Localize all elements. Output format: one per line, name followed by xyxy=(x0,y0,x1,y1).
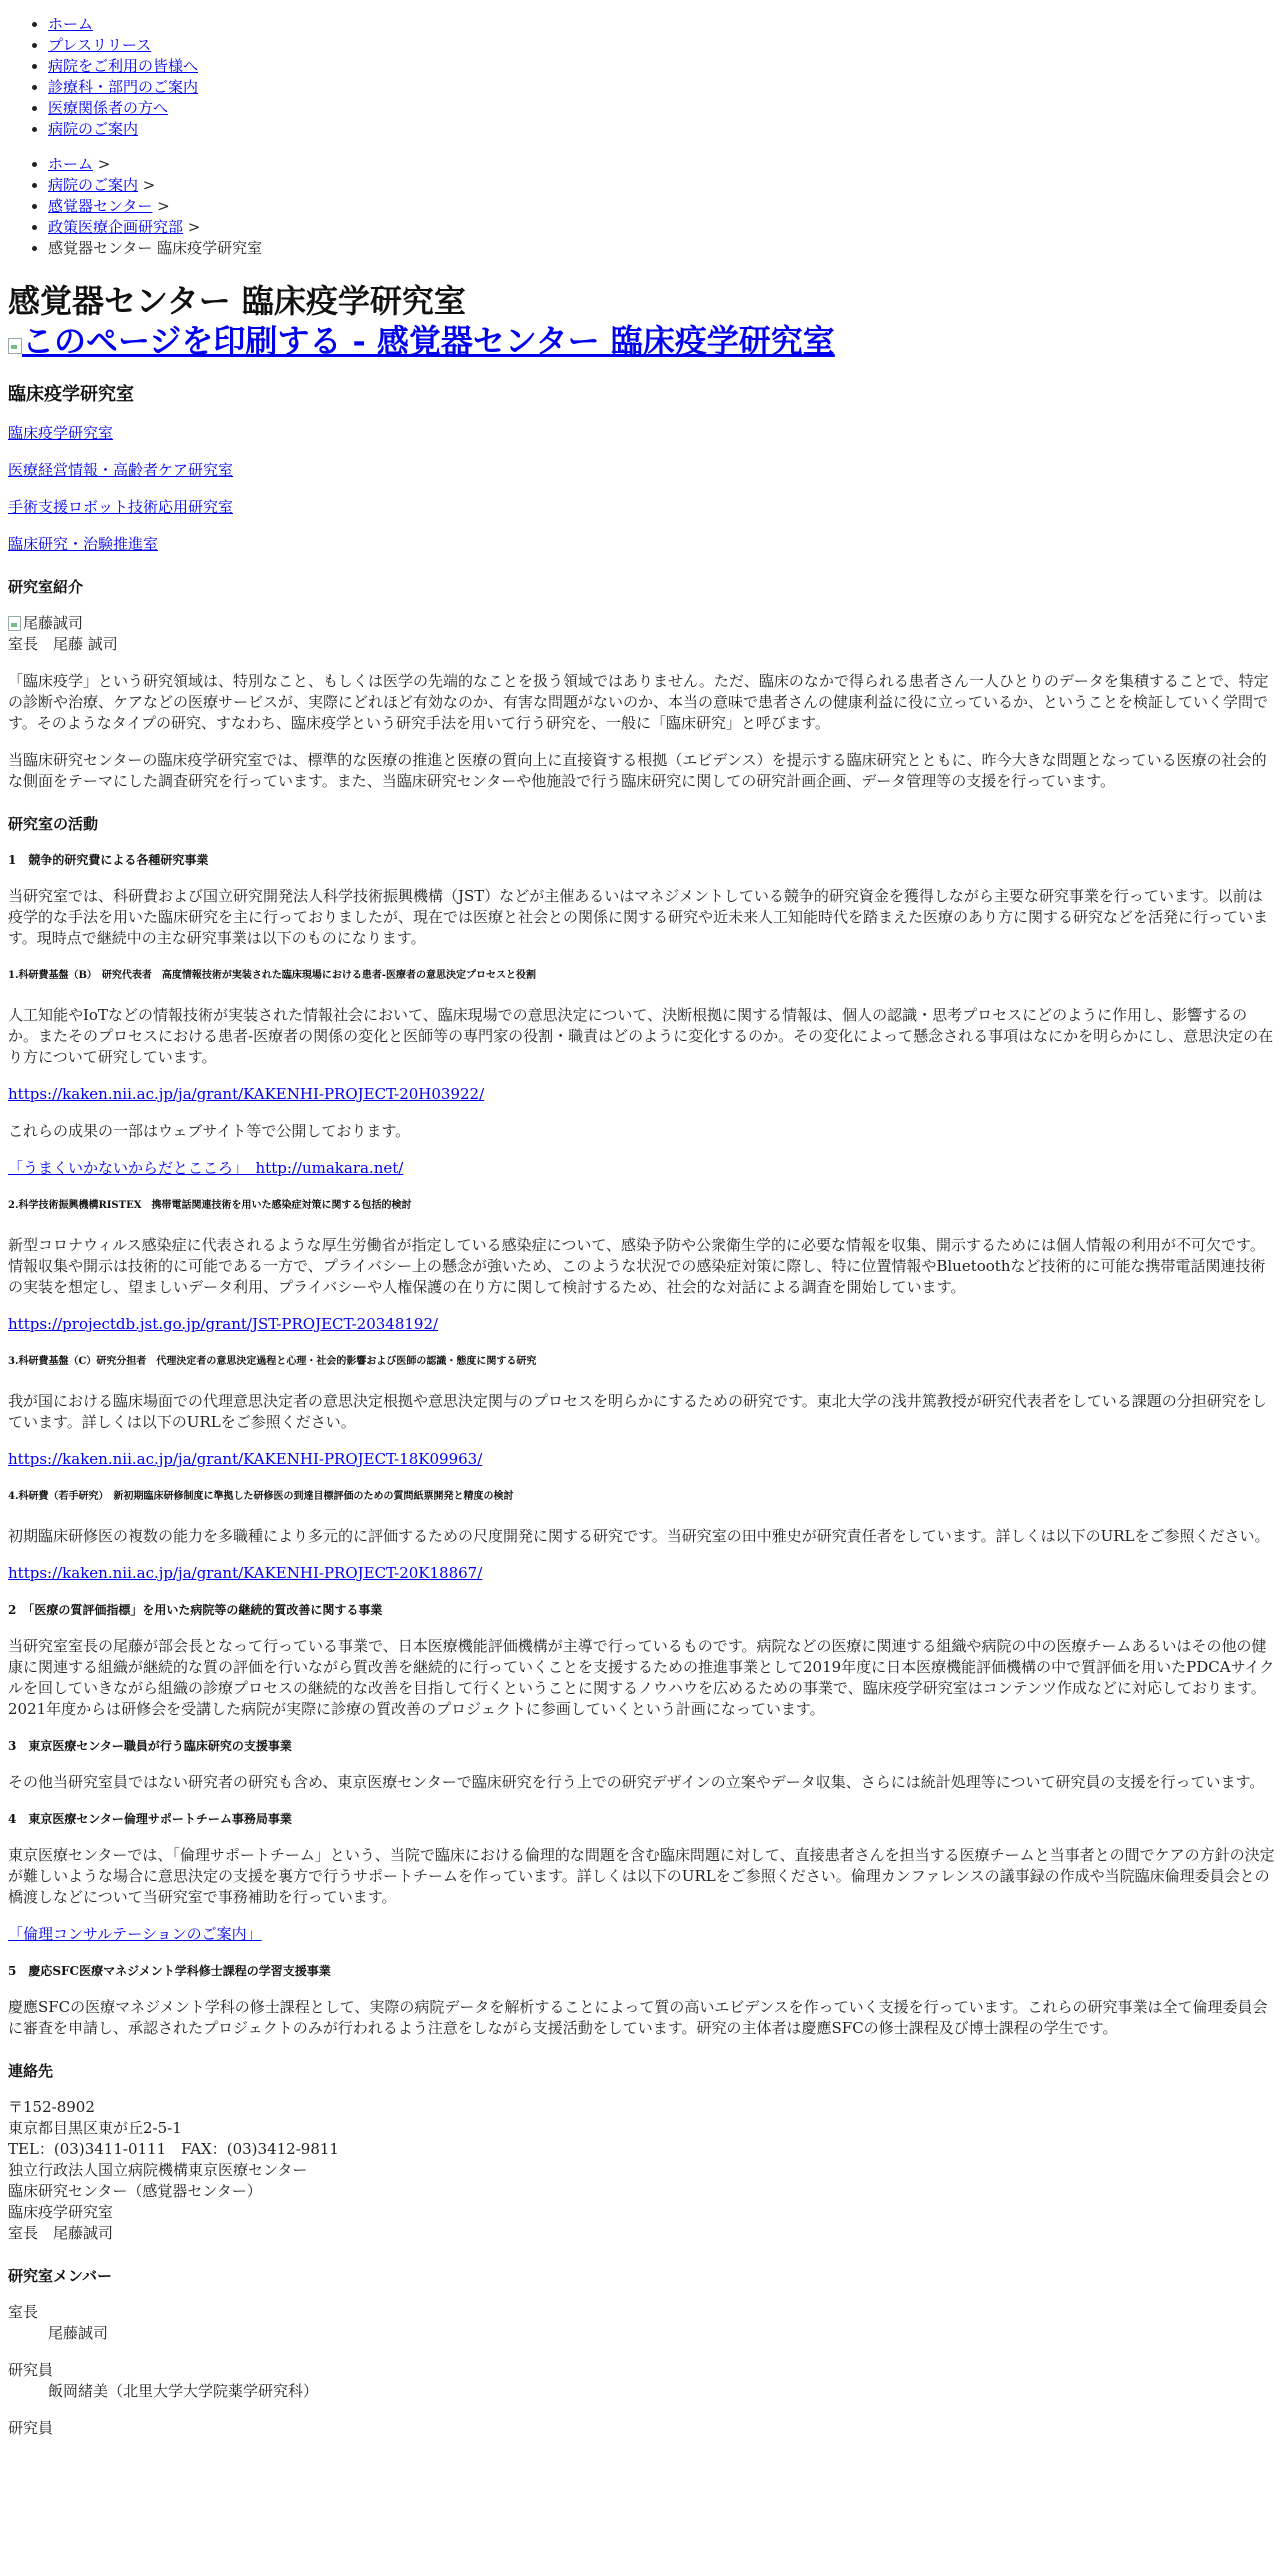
page-title: 感覚器センター 臨床疫学研究室 xyxy=(8,282,466,320)
activity-text-4: 東京医療センターでは、「倫理サポートチーム」という、当院で臨床における倫理的な問題を含む臨床問題に対して、直接患者さんを担当する医療チームと当事者との間でケアの方針の決定が難しいような場合に意思決定の支援を裏方で行うサポートチームを作っています。詳しくは以下のURLをご参照ください。倫理カンファレンスの議事録の作成や当院臨床倫理委員会との橋渡しなどについて当研究室で事務補助を行っています。 xyxy=(8,1846,1275,1906)
nav-item-departments xyxy=(48,77,1276,98)
member-role: 研究員 xyxy=(8,2419,54,2437)
grant-url-row-2 xyxy=(8,1314,1276,1335)
profile-photo xyxy=(8,613,1276,634)
grant-note-1: これらの成果の一部はウェブサイト等で公開しております。 xyxy=(8,1122,411,1140)
contact-postal-code: 〒152-8902 xyxy=(8,2098,95,2116)
activity-heading-2: 2 「医療の質評価指標」を用いた病院等の継続的質改善に関する事業 xyxy=(8,1603,383,1617)
breadcrumb-separator: > xyxy=(93,155,111,173)
profile-photo-alt: 尾藤誠司 xyxy=(23,614,84,632)
grant-title-3: 3.科研費基盤（C）研究分担者 代理決定者の意思決定過程と心理・社会的影響および医師の認識・態度に関する研究 xyxy=(8,1356,537,1367)
nav-link-press[interactable]: プレスリリース xyxy=(48,36,152,54)
member-role: 研究員 xyxy=(8,2361,54,2379)
global-nav xyxy=(8,14,1276,140)
sub-link-robot[interactable]: 手術支援ロボット技術応用研究室 xyxy=(8,498,234,516)
member-name: 飯岡緒美（北里大学大学院薬学研究科） xyxy=(48,2382,319,2400)
grant-url-row-3 xyxy=(8,1449,1276,1470)
activities-heading: 研究室の活動 xyxy=(8,815,99,833)
ethics-consultation-link[interactable]: 「倫理コンサルテーションのご案内」 xyxy=(8,1925,262,1943)
intro-paragraph: 当臨床研究センターの臨床疫学研究室では、標準的な医療の推進と医療の質向上に直接資する根拠（エビデンス）を提示する臨床研究とともに、昨今大きな問題となっている医療の社会的な側面をテーマにした調査研究を行っています。また、当臨床研究センターや他施設で行う臨床研究に関しての研究計画企画、データ管理等の支援を行っています。 xyxy=(8,751,1267,790)
breadcrumb-separator: > xyxy=(138,176,156,194)
breadcrumb-item xyxy=(48,217,1276,238)
nav-link-hospital[interactable]: 病院のご案内 xyxy=(48,120,139,138)
breadcrumb-separator: > xyxy=(152,197,170,215)
profile xyxy=(8,613,1276,655)
site-link-row xyxy=(8,1158,1276,1179)
activity-text-5: 慶應SFCの医療マネジメント学科の修士課程として、実際の病院データを解析することによって質の高いエビデンスを作っていく支援を行っています。これらの研究事業は全て倫理委員会に審査を申請し、承認されたプロジェクトのみが行われるよう注意をしながら支援活動をしています。研究の主体者は慶應SFCの修士課程及び博士課程の学生です。 xyxy=(8,1998,1268,2037)
nav-item-patients xyxy=(48,56,1276,77)
activity-text-3: その他当研究室員ではない研究者の研究も含め、東京医療センターで臨床研究を行う上での研究デザインの立案やデータ収集、さらには統計処理等について研究員の支援を行っています。 xyxy=(8,1773,1265,1791)
members-heading: 研究室メンバー xyxy=(8,2267,112,2285)
breadcrumb-link-policy[interactable]: 政策医療企画研究部 xyxy=(48,218,184,236)
member-role: 室長 xyxy=(8,2303,39,2321)
grant-text-3: 我が国における臨床場面での代理意思決定者の意思決定根拠や意思決定関与のプロセスを明らかにするための研究です。東北大学の浅井篤教授が研究代表者をしている課題の分担研究をしています。詳しくは以下のURLをご参照ください。 xyxy=(8,1392,1267,1431)
sub-link-item xyxy=(8,497,1276,518)
print-link-wrapper xyxy=(8,321,1276,361)
contact-address: 東京都目黒区東が丘2-5-1 xyxy=(8,2119,182,2137)
nav-link-medical[interactable]: 医療関係者の方へ xyxy=(48,99,169,117)
photo-icon xyxy=(8,616,21,631)
breadcrumb-link-hospital[interactable]: 病院のご案内 xyxy=(48,176,139,194)
grant-title-4: 4.科研費（若手研究） 新初期臨床研修制度に準拠した研修医の到達目標評価のための質問紙票開発と精度の検討 xyxy=(8,1491,514,1502)
print-page-label: このページを印刷する - 感覚器センター 臨床疫学研究室 xyxy=(22,322,835,360)
grant-title-2: 2.科学技術振興機構RISTEX 携帯電話関連技術を用いた感染症対策に関する包括的検討 xyxy=(8,1200,412,1211)
breadcrumb xyxy=(8,154,1276,259)
intro-paragraph: 「臨床疫学」という研究領域は、特別なこと、もしくは医学の先端的なことを扱う領域ではありません。ただ、臨床のなかで得られる患者さん一人ひとりのデータを集積することで、特定の診断や治療、ケアなどの医療サービスが、実際にどれほど有効なのか、有害な問題がないのか、本当の意味で患者さんの健康利益に役に立っているか、ということを検証していく学問です。そのようなタイプの研究、すなわち、臨床疫学という研究手法を用いて行う研究を、一般に「臨床研究」と呼びます。 xyxy=(8,672,1269,732)
umakara-site-link[interactable]: 「うまくいかないからだとこころ」 http://umakara.net/ xyxy=(8,1159,404,1177)
breadcrumb-current: • 感覚器センター 臨床疫学研究室 xyxy=(48,238,1276,259)
grant-text-1: 人工知能やIoTなどの情報技術が実装された情報社会において、臨床現場での意思決定について、決断根拠に関する情報は、個人の認識・思考プロセスにどのように作用し、影響するのか。またそのプロセスにおける患者-医療者の関係の変化と医師等の専門家の役割・職責はどのように変化するのか。その変化によって懸念される事項はなにかを明らかにし、意思決定の在り方について研究しています。 xyxy=(8,1006,1274,1066)
breadcrumb-item xyxy=(48,175,1276,196)
contact-lab: 臨床疫学研究室 xyxy=(8,2203,114,2221)
nav-item-press xyxy=(48,35,1276,56)
section-heading: 臨床疫学研究室 xyxy=(8,384,134,405)
activity-heading-5: 5 慶応SFC医療マネジメント学科修士課程の学習支援事業 xyxy=(8,1964,331,1978)
breadcrumb-link-home[interactable]: ホーム xyxy=(48,155,94,173)
print-icon xyxy=(8,338,22,354)
activity-heading-1: 1 競争的研究費による各種研究事業 xyxy=(8,853,209,867)
activity-heading-3: 3 東京医療センター職員が行う臨床研究の支援事業 xyxy=(8,1739,292,1753)
contact-organization: 独立行政法人国立病院機構東京医療センター xyxy=(8,2161,308,2179)
sub-link-item xyxy=(8,423,1276,444)
sub-link-management-care[interactable]: 医療経営情報・高齢者ケア研究室 xyxy=(8,461,234,479)
members-list xyxy=(8,2302,1276,2439)
activity-heading-4: 4 東京医療センター倫理サポートチーム事務局事業 xyxy=(8,1812,292,1826)
activity-text-2: 当研究室室長の尾藤が部会長となって行っている事業で、日本医療機能評価機構が主導で行っているものです。病院などの医療に関連する組織や病院の中の医療チームあるいはその他の健康に関連する組織が継続的な質の評価を行いながら質改善を継続的に行っていくことを支援するための推進事業として2019年度に日本医療機能評価機構の中で質評価を用いたPDCAサイクルを回していきながら組織の診療プロセスの継続的な改善を目指して行くということに関するノウハウを広めるための事業で、臨床疫学研究室はコンテンツ作成などに対応しております。2021年度からは研修会を受講した病院が実際に診療の質改善のプロジェクトに参画していくという計画になっています。 xyxy=(8,1637,1275,1718)
contact-center: 臨床研究センター（感覚器センター） xyxy=(8,2182,262,2200)
contact-chief: 室長 尾藤誠司 xyxy=(8,2224,114,2242)
grant-url-1[interactable]: https://kaken.nii.ac.jp/ja/grant/KAKENHI-PROJECT-20H03922/ xyxy=(8,1085,485,1103)
grant-text-2: 新型コロナウィルス感染症に代表されるような厚生労働省が指定している感染症について、感染予防や公衆衛生学的に必要な情報を収集、開示するためには個人情報の利用が不可欠です。情報収集や開示は技術的に可能である一方で、プライバシー上の懸念が強いため、このような状況での感染症対策に際し、特に位置情報やBluetoothなど技術的に可能な携帯電話関連技術の実装を想定し、望ましいデータ利用、プライバシーや人権保護の在り方に関して検討するため、社会的な対話による調査を開始しています。 xyxy=(8,1236,1266,1296)
sub-link-clinical-trials[interactable]: 臨床研究・治験推進室 xyxy=(8,535,159,553)
breadcrumb-item xyxy=(48,196,1276,217)
nav-link-departments[interactable]: 診療科・部門のご案内 xyxy=(48,78,199,96)
member-name: 尾藤誠司 xyxy=(48,2324,109,2342)
grant-text-4: 初期臨床研修医の複数の能力を多職種により多元的に評価するための尺度開発に関する研究です。当研究室の田中雅史が研究責任者をしています。詳しくは以下のURLをご参照ください。 xyxy=(8,1527,1270,1545)
nav-item-medical xyxy=(48,98,1276,119)
profile-chief: 室長 尾藤 誠司 xyxy=(8,635,118,653)
sub-link-clinical-epidemiology[interactable]: 臨床疫学研究室 xyxy=(8,424,114,442)
grant-url-2[interactable]: https://projectdb.jst.go.jp/grant/JST-PROJECT-20348192/ xyxy=(8,1315,439,1333)
sub-link-item xyxy=(8,534,1276,555)
breadcrumb-link-sensory[interactable]: 感覚器センター xyxy=(48,197,153,215)
contact-block xyxy=(8,2097,1276,2244)
nav-item-hospital xyxy=(48,119,1276,140)
nav-link-home[interactable]: ホーム xyxy=(48,15,94,33)
print-page-link[interactable] xyxy=(8,322,835,360)
ethics-link-row xyxy=(8,1924,1276,1945)
grant-url-3[interactable]: https://kaken.nii.ac.jp/ja/grant/KAKENHI-PROJECT-18K09963/ xyxy=(8,1450,483,1468)
grant-url-4[interactable]: https://kaken.nii.ac.jp/ja/grant/KAKENHI-PROJECT-20K18867/ xyxy=(8,1564,483,1582)
sub-link-item xyxy=(8,460,1276,481)
intro-heading: 研究室紹介 xyxy=(8,578,84,596)
breadcrumb-separator: > xyxy=(183,218,201,236)
nav-link-patients[interactable]: 病院をご利用の皆様へ xyxy=(48,57,199,75)
grant-title-1: 1.科研費基盤（B） 研究代表者 高度情報技術が実装された臨床現場における患者-医療者の意思決定プロセスと役割 xyxy=(8,970,537,981)
grant-url-row-1 xyxy=(8,1084,1276,1105)
grant-url-row-4 xyxy=(8,1563,1276,1584)
breadcrumb-item xyxy=(48,154,1276,175)
sub-links xyxy=(8,423,1276,555)
nav-item-home xyxy=(48,14,1276,35)
activity-text-1: 当研究室では、科研費および国立研究開発法人科学技術振興機構（JST）などが主催あるいはマネジメントしている競争的研究資金を獲得しながら主要な研究事業を行っています。以前は疫学的な手法を用いた臨床研究を主に行っておりましたが、現在では医療と社会との関係に関する研究や近未来人工知能時代を踏まえた医療のあり方に関する研究などを活発に行っています。現時点で継続中の主な研究事業は以下のものになります。 xyxy=(8,887,1269,947)
contact-heading: 連絡先 xyxy=(8,2062,54,2080)
contact-phone-fax: TEL：(03)3411-0111 FAX：(03)3412-9811 xyxy=(8,2140,339,2158)
